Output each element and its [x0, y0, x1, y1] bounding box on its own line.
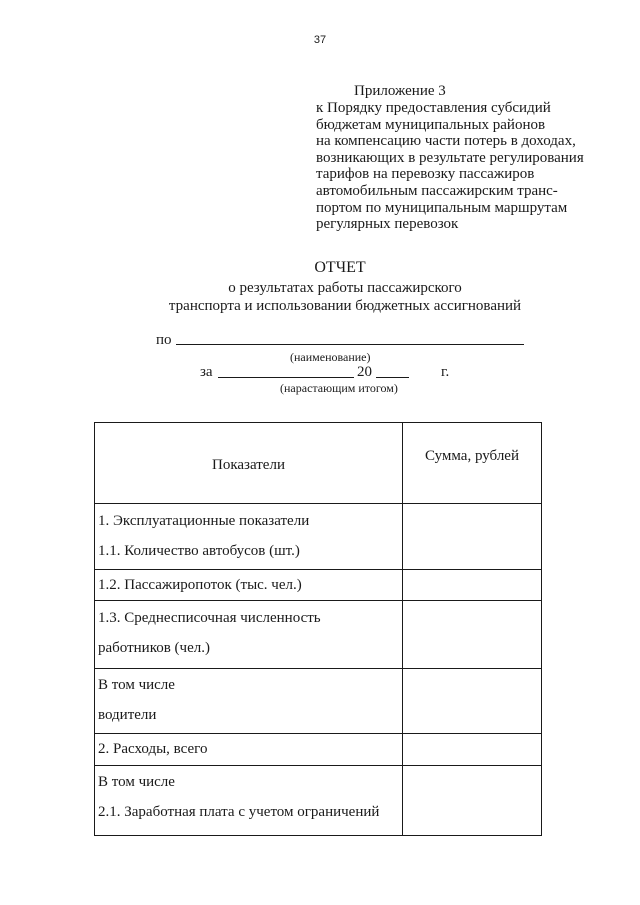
table-row [95, 504, 542, 570]
appendix-line: регулярных перевозок [316, 216, 459, 233]
table-row [95, 669, 542, 734]
indicator-cell [95, 570, 403, 601]
za-label: за [200, 364, 213, 380]
page-number: 37 [313, 34, 327, 46]
appendix-line: автомобильным пассажирским транс- [316, 182, 558, 199]
report-table [94, 422, 542, 836]
cumulative-caption: (нарастающим итогом) [280, 381, 398, 395]
appendix-line: возникающих в результате регулирования [316, 149, 584, 166]
name-entry-line[interactable] [176, 344, 524, 345]
indicator-cell [95, 669, 403, 734]
header-indicators-label: Показатели [212, 456, 285, 473]
indicator-line: 1. Эксплуатационные показатели [98, 513, 310, 529]
report-subtitle [0, 279, 640, 315]
amount-cell[interactable] [403, 734, 542, 766]
amount-cell[interactable] [403, 669, 542, 734]
appendix-line: к Порядку предоставления субсидий [316, 100, 551, 116]
header-amount-label: Сумма, рублей [424, 448, 519, 464]
table-row [95, 734, 542, 766]
amount-cell[interactable] [403, 766, 542, 836]
appendix-line: на компенсацию части потерь в доходах, [316, 133, 576, 150]
year-suffix: г. [441, 364, 450, 380]
report-subtitle-line: о результатах работы пассажирского [228, 280, 462, 296]
year-prefix: 20 [357, 364, 372, 380]
appendix-line: портом по муниципальным маршрутам [316, 199, 568, 216]
indicator-line: 2. Расходы, всего [98, 741, 208, 757]
indicator-line: 1.3. Среднесписочная численность [98, 610, 321, 626]
indicator-cell [95, 504, 403, 570]
table-header-row [95, 423, 542, 504]
header-indicators [95, 423, 403, 504]
name-caption: (наименование) [290, 350, 371, 364]
indicator-cell [95, 766, 403, 836]
report-title: ОТЧЕТ [314, 259, 366, 276]
indicator-cell [95, 734, 403, 766]
table-row [95, 766, 542, 836]
amount-cell[interactable] [403, 504, 542, 570]
appendix-text [316, 100, 616, 233]
indicator-line: В том числе [98, 677, 175, 693]
appendix-line: тарифов на перевозку пассажиров [316, 166, 535, 183]
appendix-line: бюджетам муниципальных районов [316, 116, 546, 133]
report-subtitle-line: транспорта и использовании бюджетных ассигнований [168, 298, 522, 314]
indicator-line: 1.2. Пассажиропоток (тыс. чел.) [98, 577, 302, 593]
header-amount [403, 423, 542, 504]
amount-cell[interactable] [403, 601, 542, 669]
table-row [95, 570, 542, 601]
indicator-line: водители [98, 707, 157, 723]
indicator-line: 2.1. Заработная плата с учетом ограничений [98, 804, 380, 820]
amount-cell[interactable] [403, 570, 542, 601]
table-row [95, 601, 542, 669]
indicator-line: работников (чел.) [98, 640, 210, 656]
po-label: по [156, 332, 172, 348]
indicator-line: 1.1. Количество автобусов (шт.) [98, 543, 300, 559]
indicator-line: В том числе [98, 774, 175, 790]
appendix-title: Приложение 3 [354, 83, 446, 99]
period-entry-line[interactable] [218, 377, 354, 378]
indicator-cell [95, 601, 403, 669]
year-entry-line[interactable] [376, 377, 409, 378]
